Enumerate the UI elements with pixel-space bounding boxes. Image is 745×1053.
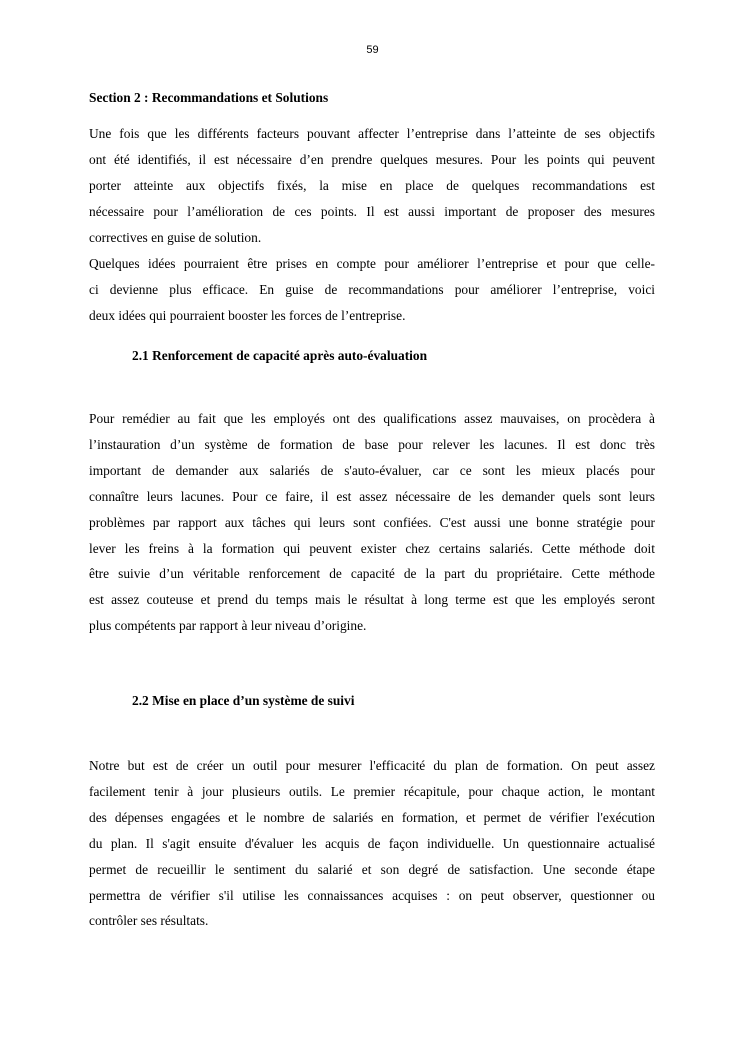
- subsection-2-paragraph: [89, 753, 655, 934]
- text-line: connaître leurs lacunes. Pour ce faire, il est assez nécessaire de les demander quels sont leurs: [89, 488, 655, 504]
- text-line: permet de recueillir le sentiment du salarié et son degré de satisfaction. Une seconde étape: [89, 861, 655, 877]
- text-line: Pour remédier au fait que les employés ont des qualifications assez mauvaises, on procèdera à: [89, 411, 655, 426]
- text-line: permettra de vérifier s'il utilise les connaissances acquises : on peut observer, questionner ou: [89, 887, 655, 903]
- text-line: du plan. Il s'agit ensuite d'évaluer les acquis de façon individuelle. Un questionnaire actualisé: [89, 835, 655, 851]
- text-line: deux idées qui pourraient booster les forces de l’entreprise.: [89, 307, 406, 323]
- text-line: problèmes par rapport aux tâches qui leurs sont confiées. C'est aussi une bonne stratégie pour: [89, 514, 655, 530]
- text-line: contrôler ses résultats.: [89, 913, 209, 929]
- text-line: Une fois que les différents facteurs pouvant affecter l’entreprise dans l’atteinte de ses objectifs: [89, 126, 655, 141]
- text-line: facilement tenir à jour plusieurs outils. Le premier récapitule, pour chaque action, le montant: [89, 783, 655, 799]
- text-line: ont été identifiés, il est nécessaire d’en prendre quelques mesures. Pour les points qui peuvent: [89, 151, 655, 167]
- text-line: Quelques idées pourraient être prises en compte pour améliorer l’entreprise et pour que celle-: [89, 256, 655, 271]
- section-title: Section 2 : Recommandations et Solutions: [89, 90, 329, 105]
- text-line: nécessaire pour l’amélioration de ces points. Il est aussi important de proposer des mesures: [89, 203, 655, 219]
- subsection-1-paragraph: [89, 406, 655, 639]
- text-line: Notre but est de créer un outil pour mesurer l'efficacité du plan de formation. On peut assez: [89, 758, 655, 773]
- page-number: 59: [366, 44, 379, 56]
- text-line: plus compétents par rapport à leur niveau d’origine.: [89, 618, 367, 634]
- text-line: important de demander aux salariés de s'auto-évaluer, car ce sont les mieux placés pour: [89, 462, 655, 478]
- text-line: correctives en guise de solution.: [89, 229, 262, 245]
- subsection-2-heading: 2.2 Mise en place d’un système de suivi: [132, 693, 355, 708]
- intro-paragraph-2: [89, 251, 655, 329]
- subsection-1-heading: 2.1 Renforcement de capacité après auto-évaluation: [132, 348, 428, 363]
- text-line: être suivie d’un véritable renforcement de capacité de la part du propriétaire. Cette méthode: [89, 566, 655, 582]
- text-line: est assez couteuse et prend du temps mais le résultat à long terme est que les employés seront: [89, 592, 655, 608]
- text-line: ci devienne plus efficace. En guise de recommandations pour améliorer l’entreprise, voici: [89, 281, 655, 297]
- text-line: porter atteinte aux objectifs fixés, la mise en place de quelques recommandations est: [89, 177, 655, 193]
- intro-paragraph-1: [89, 121, 655, 251]
- text-line: lever les freins à la formation qui peuvent exister chez certains salariés. Cette méthode doit: [89, 540, 655, 556]
- text-line: des dépenses engagées et le nombre de salariés en formation, et permet de vérifier l'exécution: [89, 809, 655, 825]
- text-line: l’instauration d’un système de formation de base pour relever les lacunes. Il est donc très: [89, 436, 655, 452]
